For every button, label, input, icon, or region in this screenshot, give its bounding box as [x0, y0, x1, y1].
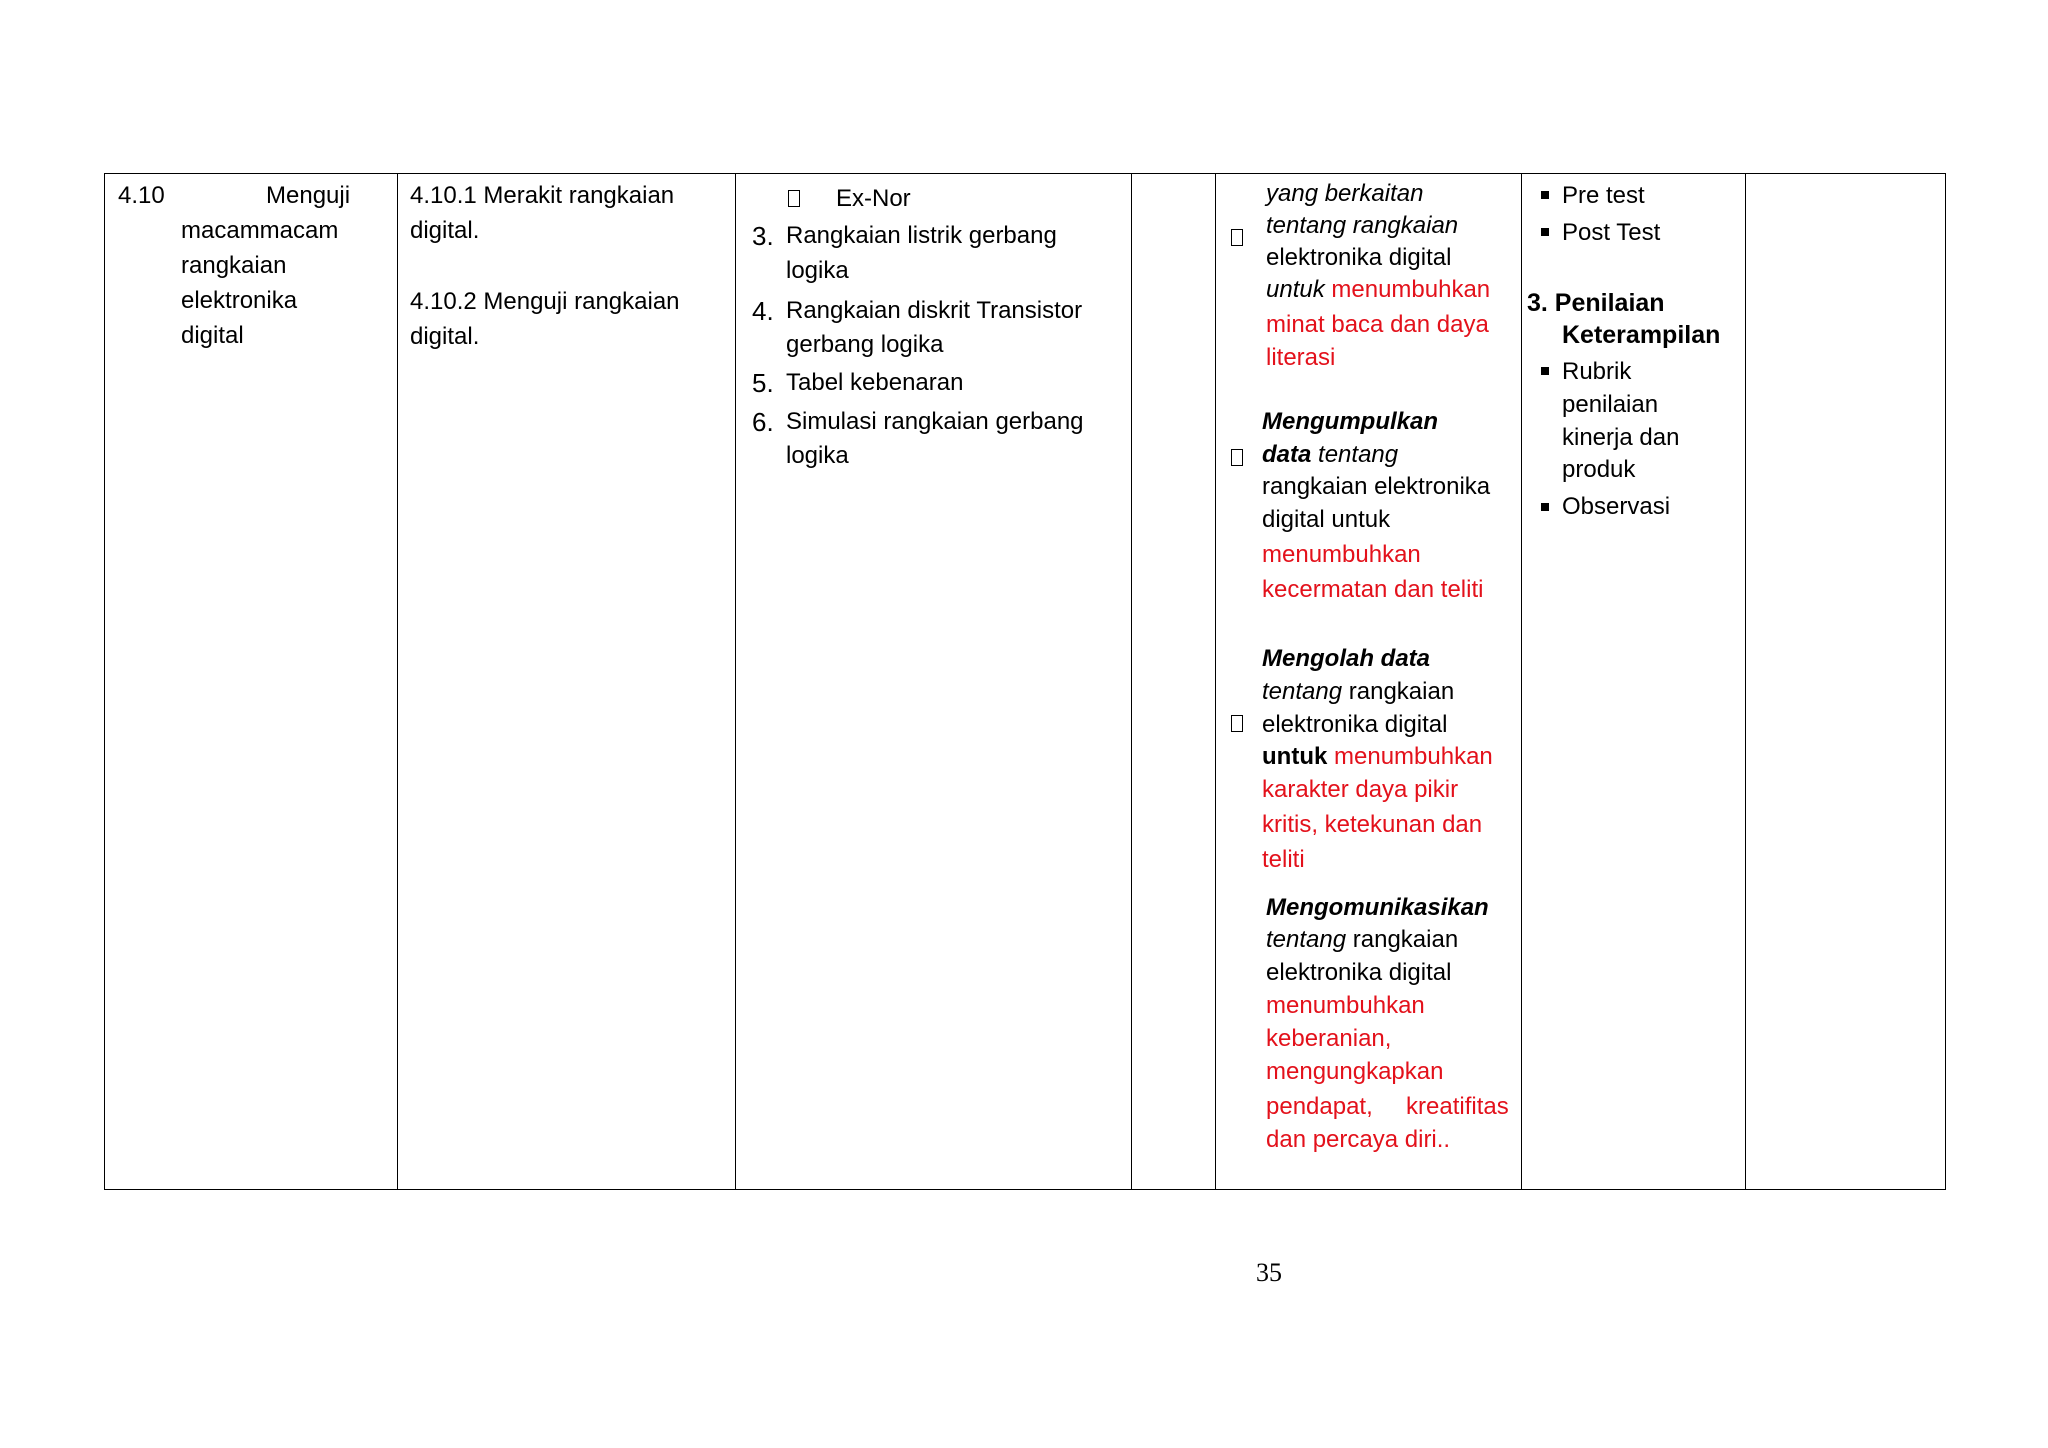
- activity-line: [1266, 274, 1490, 306]
- activity-text: dan percaya diri..: [1266, 1126, 1451, 1153]
- activity-text: data: [1262, 441, 1312, 468]
- column-divider: [1215, 174, 1216, 1189]
- competency-code: 4.10: [118, 182, 165, 209]
- material-item: Ex-Nor: [836, 185, 911, 212]
- activity-text: menumbuhkan: [1334, 743, 1493, 770]
- material-item: gerbang logika: [786, 331, 944, 358]
- activity-line: [1262, 741, 1493, 773]
- bullet-icon: [1541, 367, 1549, 375]
- activity-text: minat baca dan daya: [1266, 311, 1489, 338]
- material-item: logika: [786, 257, 849, 284]
- assessment-item: kinerja dan: [1562, 424, 1680, 451]
- activity-text: literasi: [1266, 344, 1336, 371]
- activity-text: rangkaian: [1348, 678, 1455, 705]
- checkbox-icon: [1231, 449, 1243, 466]
- activity-text: karakter daya pikir: [1262, 776, 1459, 803]
- assessment-item: produk: [1562, 456, 1636, 483]
- activity-line: [1262, 676, 1454, 708]
- indicator-text: digital.: [410, 323, 480, 350]
- activity-text: elektronika digital: [1262, 711, 1448, 738]
- competency-line: rangkaian: [181, 252, 287, 279]
- competency-title: Menguji: [266, 182, 351, 209]
- assessment-heading: 3. Penilaian: [1527, 289, 1665, 317]
- activity-text: keberanian,: [1266, 1025, 1392, 1052]
- assessment-item: Post Test: [1562, 219, 1661, 246]
- material-item: Simulasi rangkaian gerbang: [786, 408, 1084, 435]
- bullet-icon: [1541, 503, 1549, 511]
- list-number: 6.: [752, 407, 774, 437]
- material-item: Rangkaian diskrit Transistor: [786, 297, 1083, 324]
- activity-line: [1266, 924, 1458, 956]
- activity-text: digital untuk: [1262, 506, 1391, 533]
- material-item: Tabel kebenaran: [786, 369, 964, 396]
- activity-text: pendapat,: [1266, 1093, 1373, 1120]
- column-divider: [397, 174, 398, 1189]
- activity-heading: Mengolah data: [1262, 645, 1431, 672]
- checkbox-icon: [1231, 229, 1243, 246]
- material-item: logika: [786, 442, 849, 469]
- activity-text: kecermatan dan teliti: [1262, 576, 1484, 603]
- activity-text: menumbuhkan: [1262, 541, 1421, 568]
- activity-text: tentang: [1266, 926, 1347, 953]
- activity-text: tentang rangkaian: [1266, 212, 1459, 239]
- activity-text: yang berkaitan: [1266, 180, 1424, 207]
- activity-text: elektronika digital: [1266, 959, 1452, 986]
- assessment-item: penilaian: [1562, 391, 1659, 418]
- activity-text: untuk: [1262, 743, 1328, 770]
- activity-line: [1262, 439, 1398, 471]
- activity-text: untuk: [1266, 276, 1325, 303]
- checkbox-icon: [1231, 715, 1243, 732]
- page-number: 35: [1256, 1258, 1282, 1287]
- assessment-item: Pre test: [1562, 182, 1645, 209]
- competency-line: digital: [181, 322, 244, 349]
- activity-text: tentang: [1262, 678, 1343, 705]
- column-divider: [1521, 174, 1522, 1189]
- competency-line: elektronika: [181, 287, 298, 314]
- column-divider: [735, 174, 736, 1189]
- checkbox-icon: [788, 190, 800, 207]
- bullet-icon: [1541, 228, 1549, 236]
- assessment-heading: Keterampilan: [1562, 321, 1721, 349]
- indicator-text: 4.10.1 Merakit rangkaian: [410, 182, 675, 209]
- activity-text: tentang: [1318, 441, 1399, 468]
- indicator-text: 4.10.2 Menguji rangkaian: [410, 288, 680, 315]
- list-number: 5.: [752, 368, 774, 398]
- assessment-item: Observasi: [1562, 493, 1671, 520]
- column-divider: [1745, 174, 1746, 1189]
- activity-text: kreatifitas: [1406, 1093, 1509, 1120]
- list-number: 4.: [752, 296, 774, 326]
- activity-heading: Mengumpulkan: [1262, 408, 1439, 435]
- activity-text: elektronika digital: [1266, 244, 1452, 271]
- material-item: Rangkaian listrik gerbang: [786, 222, 1057, 249]
- activity-text: rangkaian elektronika: [1262, 473, 1491, 500]
- indicator-text: digital.: [410, 217, 480, 244]
- column-divider: [1131, 174, 1132, 1189]
- activity-text: teliti: [1262, 846, 1305, 873]
- activity-text: menumbuhkan: [1331, 276, 1491, 303]
- activity-heading: Mengomunikasikan: [1266, 894, 1489, 921]
- assessment-item: Rubrik: [1562, 358, 1632, 385]
- activity-text: menumbuhkan: [1266, 992, 1425, 1019]
- activity-text: rangkaian: [1352, 926, 1459, 953]
- activity-text: kritis, ketekunan dan: [1262, 811, 1483, 838]
- competency-line: macammacam: [181, 217, 339, 244]
- activity-text: mengungkapkan: [1266, 1058, 1444, 1085]
- bullet-icon: [1541, 191, 1549, 199]
- list-number: 3.: [752, 221, 774, 251]
